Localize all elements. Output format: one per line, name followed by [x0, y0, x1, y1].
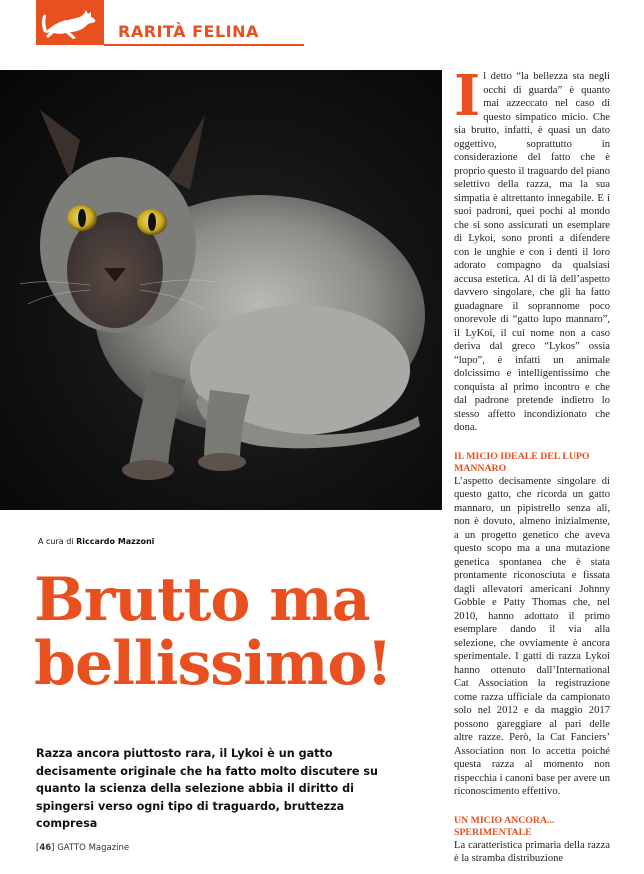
credit-author: Riccardo Mazzoni	[76, 537, 155, 546]
article-body	[454, 63, 610, 866]
page-footer: [46] GATTO Magazine	[36, 843, 130, 853]
header-rule	[104, 44, 304, 46]
magazine-name: GATTO Magazine	[57, 843, 130, 853]
body-paragraph-3: La caratteristica primaria della razza è la stramba distribuzione	[454, 839, 610, 864]
article-title	[34, 565, 434, 699]
author-credit	[36, 537, 156, 546]
title-line-1: Brutto ma	[34, 565, 370, 635]
lykoi-cat-photo	[0, 70, 442, 510]
body-paragraph-2: L’aspetto decisamente singolare di questo gatto, che ricorda un gatto mannaro, un pipistrello senza ali, non è dovuto, almeno inizialmente, a un progetto genetico che aveva questo scopo ma a una mutazione genetica spontanea che è stata prontamente riconosciuta e fissata dagli allevatori americani Johnny Gobble e Patty Thomas che, nel 2010, hanno adottato il primo esemplare dando il via alla selezione, che ovviamente è ancora sperimentale. I gatti di razza Lykoi hanno ottenuto dall’International Cat Association la registrazione come razza ufficiale da campionato solo nel 2012 e da maggio 2017 possono gareggiare al pari delle altre razze. Però, la Cat Fanciers’ Association non lo accetta poiché questa razza al momento non rispecchia i canoni base per avere un riconoscimento effettivo.	[454, 475, 610, 797]
title-line-2: bellissimo!	[34, 629, 392, 699]
section-title: RARITÀ FELINA	[118, 22, 259, 41]
credit-prefix: A cura di	[38, 537, 74, 546]
article-lede: Razza ancora piuttosto rara, il Lykoi è un gatto decisamente originale che ha fatto molto discutere su quanto la scienza della selezione abbia il diritto di spingersi verso ogni tipo di traguardo, bruttezza compresa	[36, 747, 378, 830]
subhead-2: UN MICIO ANCORA... SPERIMENTALE	[454, 814, 555, 838]
page-number: 46	[39, 843, 52, 853]
body-intro	[454, 63, 610, 435]
cat-silhouette-icon	[40, 6, 100, 40]
section-tab	[36, 0, 104, 45]
intro-text: l detto “la bellezza sta negli occhi di guarda” è quanto mai azzeccato nel caso di questo simpatico micio. Che sia brutto, infatti, è quasi un dato oggettivo, soprattutto in considerazione del fatto che è proprio questo il traguardo del piano selettivo della razza, ma la sua simpatia è altrettanto innegabile. E i suoi padroni, quei pochi al mondo che si sono assicurati un esemplare di Lykoi, sono pronti a difendere con le unghie e con i denti il loro adorato compagno da qualsiasi accusa estetica. Al di là dell’aspetto davvero singolare, che gli ha fatto guadagnare il soprannome poco onorevole di “gatto lupo mannaro”, il LyKoi, il cui nome non a caso deriva dal greco “Lykos” ossia “lupo”, è infatti un animale dolcissimo e intelligentissimo che conquista al primo incontro e che dal padrone pretende indietro lo stesso affetto incondizionato che dona.	[454, 71, 610, 433]
cat-illustration	[0, 70, 442, 510]
subhead-1: IL MICIO IDEALE DEL LUPO MANNARO	[454, 450, 590, 474]
drop-cap: I	[454, 63, 481, 129]
